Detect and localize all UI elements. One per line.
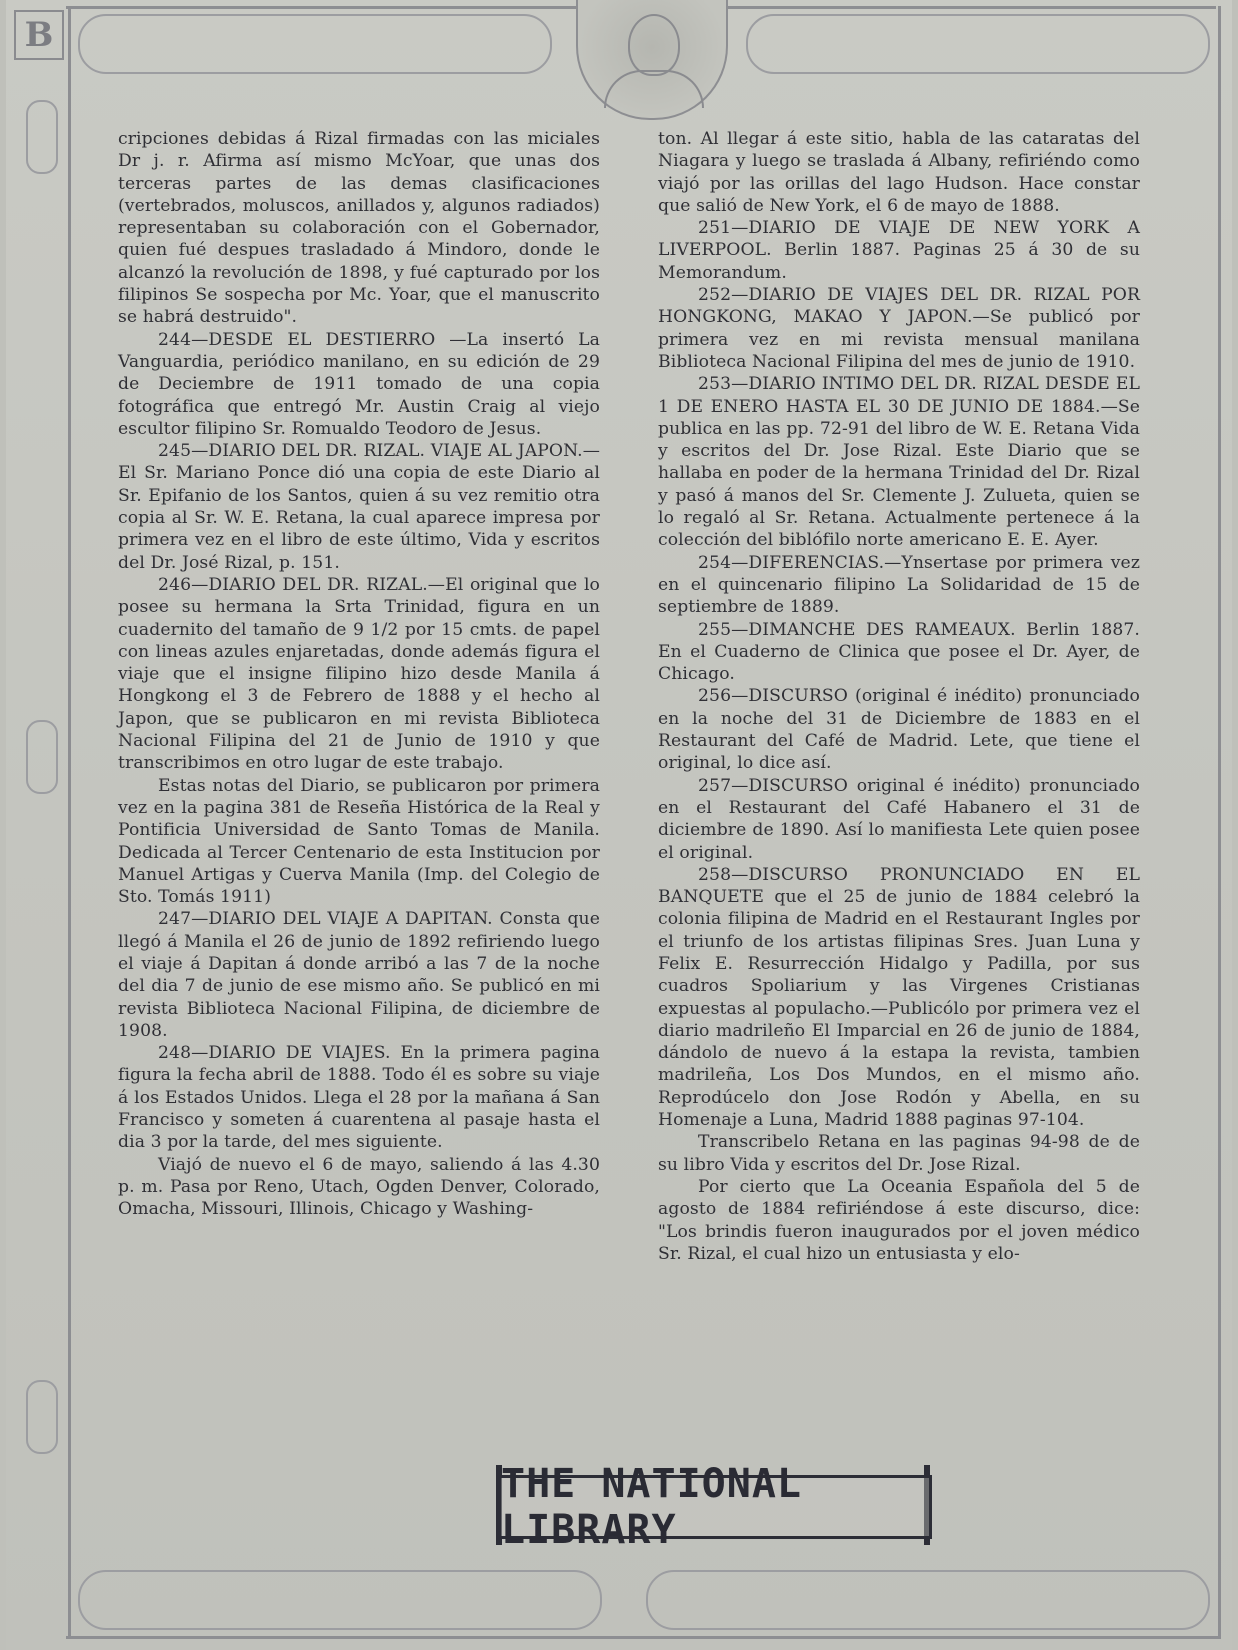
- entry-252: 252—DIARIO DE VIAJES DEL DR. RIZAL POR HONGKONG, MAKAO Y JAPON.—Se publicó por primera vez en mi revista mensual manilana Biblioteca Nacional Filipina del mes de junio de 1910.: [658, 285, 1140, 372]
- entry-257: 257—DISCURSO original é inédito) pronunciado en el Restaurant del Café Habanero el 31 de diciembre de 1890. Así lo manifiesta Lete quien posee el original.: [658, 775, 1140, 863]
- entry-245: 245—DIARIO DEL DR. RIZAL. VIAJE AL JAPON.—El Sr. Mariano Ponce dió una copia de este Diario al Sr. Epifanio de los Santos, quien á su vez remitio otra copia al Sr. W. E. Retana, la cual aparece impresa por primera vez en el libro de este último, Vida y escritos del Dr. José Rizal, p. 151.: [118, 441, 600, 573]
- entry-256: 256—DISCURSO (original é inédito) pronunciado en la noche del 31 de Diciembre de 1883 en el Restaurant del Café de Madrid. Lete, que tiene el original, lo dice así.: [658, 686, 1140, 774]
- top-right-scroll-ornament: [746, 14, 1210, 74]
- paragraph: cripciones debidas á Rizal firmadas con las miciales Dr j. r. Afirma así mismo McYoar, que unas dos terceras partes de las demas clasificaciones (vertebrados, moluscos, anillados y, algunos radiados) representaban su colaboración con el Gobernador, quien fué despues trasladado á Mindoro, donde le alcanzó la revolución de 1898, y fué capturado por los filipinos Se sospecha por Mc. Yoar, que el manuscrito se habrá destruido".: [118, 129, 600, 328]
- bottom-right-scroll-ornament: [646, 1570, 1210, 1630]
- right-text-column: [658, 128, 1140, 1265]
- paragraph: Viajó de nuevo el 6 de mayo, saliendo á las 4.30 p. m. Pasa por Reno, Utach, Ogden Denver, Colorado, Omacha, Missouri, Illinois, Chicago y Washing-: [118, 1154, 600, 1220]
- paragraph: Por cierto que La Oceania Española del 5 de agosto de 1884 refiriéndose á este discurso, dice: "Los brindis fueron inaugurados por el joven médico Sr. Rizal, el cual hizo un entusiasta y elo-: [658, 1176, 1140, 1264]
- entry-253: 253—DIARIO INTIMO DEL DR. RIZAL DESDE EL 1 DE ENERO HASTA EL 30 DE JUNIO DE 1884.—Se publica en las pp. 72-91 del libro de W. E. Retana Vida y escritos del Dr. Jose Rizal. Este Diario que se hallaba en poder de la hermana Trinidad del Dr. Rizal y pasó á manos del Sr. Clemente J. Zulueta, quien se lo regaló al Sr. Retana. Actualmente pertenece á la colección del biblófilo norte americano E. E. Ayer.: [658, 374, 1140, 551]
- top-left-scroll-ornament: [78, 14, 552, 74]
- portrait-face: [628, 14, 680, 76]
- entry-251: 251—DIARIO DE VIAJE DE NEW YORK A LIVERPOOL. Berlin 1887. Paginas 25 á 30 de su Memorandum.: [658, 218, 1140, 283]
- left-side-ornament-middle: [26, 720, 58, 794]
- entry-254: 254—DIFERENCIAS.—Ynsertase por primera vez en el quincenario filipino La Solidaridad de 15 de septiembre de 1889.: [658, 552, 1140, 618]
- portrait-medallion: [576, 0, 728, 120]
- left-side-ornament-top: [26, 100, 58, 174]
- library-stamp: THE NATIONAL LIBRARY: [498, 1475, 932, 1539]
- frame-bottom-line: [66, 1636, 1221, 1639]
- entry-244: 244—DESDE EL DESTIERRO —La insertó La Vanguardia, periódico manilano, en su edición de 29 de Deciembre de 1911 tomado de una copia fotográfica que entregó Mr. Austin Craig al viejo escultor filipino Sr. Romualdo Teodoro de Jesus.: [118, 329, 600, 439]
- entry-246: 246—DIARIO DEL DR. RIZAL.—El original que lo posee su hermana la Srta Trinidad, figura en un cuadernito del tamaño de 9 1/2 por 15 cmts. de papel con lineas azules enjaretadas, donde además figura el viaje que el insigne filipino hizo desde Manila á Hongkong el 3 de Febrero de 1888 y el hecho al Japon, que se publicaron en mi revista Biblioteca Nacional Filipina del 21 de Junio de 1910 y que transcribimos en otro lugar de este trabajo.: [118, 574, 600, 774]
- left-text-column: [118, 128, 600, 1221]
- bottom-left-scroll-ornament: [78, 1570, 602, 1630]
- entry-255: 255—DIMANCHE DES RAMEAUX. Berlin 1887. En el Cuaderno de Clinica que posee el Dr. Ayer, de Chicago.: [658, 619, 1140, 685]
- corner-letter-emblem: B: [14, 10, 64, 60]
- entry-258: 258—DISCURSO PRONUNCIADO EN EL BANQUETE que el 25 de junio de 1884 celebró la colonia filipina de Madrid en el Restaurant Ingles por el triunfo de los artistas filipinas Sres. Juan Luna y Felix E. Resurrección Hidalgo y Padilla, por sus cuadros Spoliarium y las Virgenes Cristianas expuestas al populacho.—Publicólo por primera vez el diario madrileño El Imparcial en 26 de junio de 1884, dándolo de nuevo á la estapa la revista, tambien madrileña, Los Dos Mundos, en el mismo año. Reprodúcelo don Jose Rodón y Abella, en su Homenaje a Luna, Madrid 1888 paginas 97-104.: [658, 864, 1140, 1131]
- frame-right-line: [1218, 6, 1221, 1636]
- left-side-ornament-bottom: [26, 1380, 58, 1454]
- page: [6, 0, 1232, 1650]
- entry-247: 247—DIARIO DEL VIAJE A DAPITAN. Consta que llegó á Manila el 26 de junio de 1892 refiriendo luego el viaje á Dapitan á donde arribó a las 7 de la noche del dia 7 de junio de ese mismo año. Se publicó en mi revista Biblioteca Nacional Filipina, de diciembre de 1908.: [118, 909, 600, 1041]
- entry-248: 248—DIARIO DE VIAJES. En la primera pagina figura la fecha abril de 1888. Todo él es sobre su viaje á los Estados Unidos. Llega el 28 por la mañana á San Francisco y someten á cuarentena al pasaje hasta el dia 3 por la tarde, del mes siguiente.: [118, 1043, 600, 1153]
- portrait-shoulders: [604, 70, 704, 108]
- paragraph: ton. Al llegar á este sitio, habla de las cataratas del Niagara y luego se traslada á Albany, refiriéndo como viajó por las orillas del lago Hudson. Hace constar que salió de New York, el 6 de mayo de 1888.: [658, 129, 1140, 216]
- paragraph: Estas notas del Diario, se publicaron por primera vez en la pagina 381 de Reseña Histórica de la Real y Pontificia Universidad de Santo Tomas de Manila. Dedicada al Tercer Centenario de esta Institucion por Manuel Artigas y Cuerva Manila (Imp. del Colegio de Sto. Tomás 1911): [118, 775, 600, 908]
- frame-left-line: [68, 6, 71, 1636]
- paragraph: Transcribelo Retana en las paginas 94-98 de de su libro Vida y escritos del Dr. Jose Rizal.: [658, 1132, 1140, 1175]
